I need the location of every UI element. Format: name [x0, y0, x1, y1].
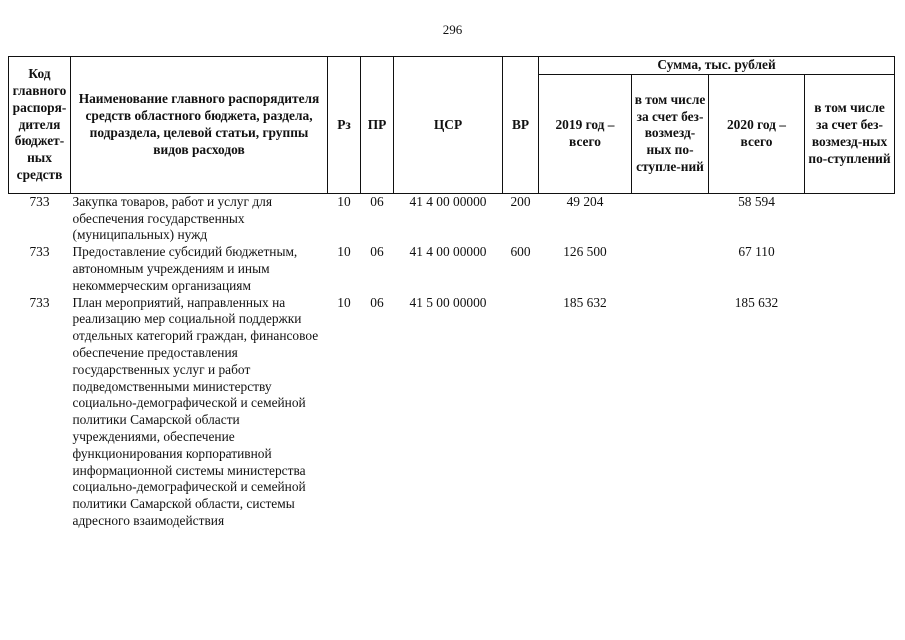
row-rz: 10 — [337, 193, 351, 209]
row-2020-total: 67 110 — [738, 244, 775, 260]
row-2020-free — [805, 193, 895, 244]
row-2020-free — [805, 244, 895, 294]
row-code: 733 — [29, 294, 50, 310]
row-csr: 41 4 00 00000 — [409, 244, 487, 260]
header-code: Код главного распоря-дителя бюджет-ных средств — [9, 57, 71, 194]
row-code: 733 — [29, 193, 50, 209]
header-rz: Рз — [328, 57, 361, 194]
row-csr: 41 5 00 00000 — [409, 294, 487, 310]
row-pr: 06 — [370, 244, 384, 260]
row-rz: 10 — [337, 294, 351, 310]
row-2020-total: 58 594 — [738, 193, 775, 209]
header-2020-free: в том числе за счет без-возмезд-ных по-ступлений — [805, 74, 895, 193]
header-csr: ЦСР — [394, 57, 503, 194]
row-2020-free — [805, 295, 895, 530]
page-number: 296 — [442, 22, 463, 37]
table-row — [9, 244, 895, 294]
header-2020-total: 2020 год – всего — [709, 74, 805, 193]
row-2019-free — [632, 295, 709, 530]
row-2019-total: 185 632 — [563, 294, 607, 310]
row-csr: 41 4 00 00000 — [409, 193, 487, 209]
table-row — [9, 193, 895, 244]
row-name: Закупка товаров, работ и услуг для обеспечения государственных (муниципальных) нужд — [72, 193, 272, 243]
budget-table — [8, 56, 895, 530]
row-rz: 10 — [337, 244, 351, 260]
row-2019-free — [632, 193, 709, 244]
row-name: План мероприятий, направленных на реализацию мер социальной поддержки отдельных категорий граждан, финансовое обеспечение предоставления государственных услуг и работ подведомственными министерству социально-демографической и семейной политики Самарской области учреждениями, обеспечение функционирования корпоративной информационной системы министерства социально-демографической и семейной политики Самарской области, системы адресного взаимодействия — [72, 294, 319, 528]
header-2019-total: 2019 год – всего — [539, 74, 632, 193]
header-sum-group: Сумма, тыс. рублей — [539, 57, 895, 75]
row-pr: 06 — [370, 294, 384, 310]
row-name: Предоставление субсидий бюджетным, автономным учреждениям и иным некоммерческим организациям — [72, 244, 298, 293]
row-2019-total: 126 500 — [563, 244, 607, 260]
row-vr: 200 — [510, 193, 531, 209]
row-vr — [503, 295, 539, 530]
header-vr: ВР — [503, 57, 539, 194]
row-2019-free — [632, 244, 709, 294]
table-row — [9, 295, 895, 530]
header-pr: ПР — [361, 57, 394, 194]
header-name: Наименование главного распорядителя средств областного бюджета, раздела, подраздела, целевой статьи, группы видов расходов — [71, 57, 328, 194]
header-2019-free: в том числе за счет без-возмезд-ных по-ступле-ний — [632, 74, 709, 193]
row-code: 733 — [29, 244, 50, 260]
row-2019-total: 49 204 — [566, 193, 604, 209]
row-2020-total: 185 632 — [734, 294, 779, 310]
row-vr: 600 — [510, 244, 531, 260]
header-row-top — [9, 57, 895, 75]
row-pr: 06 — [370, 193, 384, 209]
